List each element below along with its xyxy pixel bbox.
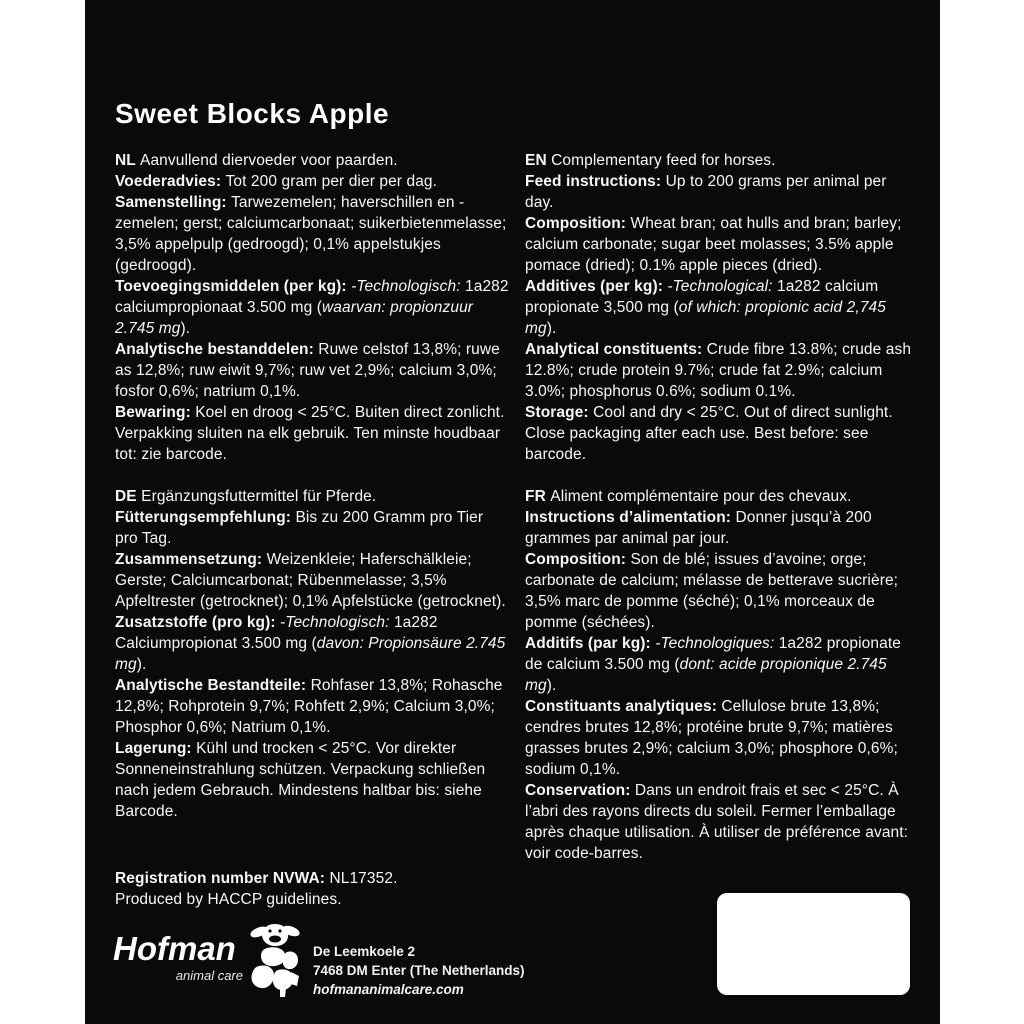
paragraph [525,633,917,696]
text-run: Additifs (par kg): [525,635,656,652]
paragraph [115,339,509,402]
paragraph [525,276,917,339]
lang-block-registration [115,868,509,910]
brand-logo-subtext: animal care [175,968,243,983]
text-run: Up to 200 grams per animal per day. [525,173,887,211]
address-city: 7468 DM Enter (The Netherlands) [313,963,525,978]
barcode-placeholder-box [717,893,910,995]
paragraph [115,612,509,675]
text-run: of which: propionic acid 2,745 mg [525,299,886,337]
text-run: Crude fibre 13.8%; crude ash 12.8%; crude protein 9.7%; crude fat 2.9%; calcium 3.0%; phosphorus 0.6%; sodium 0.1%. [525,341,912,400]
text-run: -Technologiques: [655,635,779,652]
text-run: 1a282 propionate de calcium 3.500 mg ( [525,635,901,673]
text-run: Constituants analytiques: [525,698,722,715]
text-run: Bis zu 200 Gramm pro Tier pro Tag. [115,509,484,547]
text-run: Rohfaser 13,8%; Rohasche 12,8%; Rohprotein 9,7%; Rohfett 2,9%; Calcium 3,0%; Phosphor 0,6%; Natrium 0,1%. [115,677,503,736]
paragraph [115,889,509,910]
text-run: Tot 200 gram per dier per dag. [225,173,438,190]
text-run: Composition: [525,551,631,568]
text-run: Composition: [525,215,631,232]
text-run: davon: Propionsäure 2.745 mg [115,635,506,673]
paragraph [115,402,509,465]
paragraph [115,507,509,549]
text-run: 1a282 calciumpropionaat 3.500 mg ( [115,278,509,316]
paragraph [525,696,917,780]
paragraph [525,780,917,864]
text-run: Samenstelling: [115,194,232,211]
paragraph [115,675,509,738]
text-run: Cellulose brute 13,8%; cendres brutes 12,8%; protéine brute 9,7%; matières grasses brutes 2,9%; calcium 3,0%; phosphore 0,6%; sodium 0,1%. [525,698,898,778]
lang-block-fr [525,486,917,864]
lang-block-nl [115,150,509,465]
text-run: Voederadvies: [115,173,226,190]
text-run: Analytische Bestandteile: [115,677,311,694]
address-street: De Leemkoele 2 [313,944,416,959]
paragraph [525,402,917,465]
brand-logo-text: Hofman [113,930,236,967]
hofman-cow-logo-icon [247,922,305,998]
lang-block-en [525,150,917,465]
company-address [313,942,525,999]
text-run: Son de blé; issues d’avoine; orge; carbonate de calcium; mélasse de betterave sucrière; 3,5% marc de pomme (séché); 0,1% morceaux de pomme (séchées). [525,551,899,631]
text-run: Toevoegingsmiddelen (per kg): [115,278,352,295]
text-run: Conservation: [525,782,635,799]
paragraph [525,213,917,276]
text-run: FR [525,488,551,505]
text-run: waarvan: propionzuur 2.745 mg [115,299,474,337]
text-run: Analytical constituents: [525,341,707,358]
text-run: Weizenkleie; Haferschälkleie; Gerste; Calciumcarbonat; Rübenmelasse; 3,5% Apfeltrester (getrocknet); 0,1% Apfelstücke (getrocknet). [115,551,506,610]
product-title: Sweet Blocks Apple [115,98,390,129]
text-run: ). [136,656,147,673]
text-run: Aliment complémentaire pour des chevaux. [550,488,852,505]
text-run: Ergänzungsfuttermittel für Pferde. [141,488,377,505]
text-run: Registration number NVWA: [115,870,330,887]
paragraph [525,339,917,402]
paragraph [525,171,917,213]
text-run: Storage: [525,404,594,421]
text-run: Bewaring: [115,404,196,421]
text-run: Dans un endroit frais et sec < 25°C. À l’abri des rayons directs du soleil. Fermer l’emballage après chaque utilisation. À utiliser de préférence avant: voir code-barres. [525,782,909,862]
text-run: Instructions d’alimentation: [525,509,736,526]
text-run: Lagerung: [115,740,197,757]
company-website: hofmananimalcare.com [313,982,464,997]
text-run: 1a282 calcium propionate 3,500 mg ( [525,278,879,316]
paragraph [115,171,509,192]
text-run: Wheat bran; oat hulls and bran; barley; calcium carbonate; sugar beet molasses; 3.5% apple pomace (dried); 0.1% apple pieces (dried). [525,215,902,274]
text-run: ). [546,677,557,694]
text-run: Fütterungsempfehlung: [115,509,296,526]
column-left [115,150,509,843]
text-run: Aanvullend diervoeder voor paarden. [140,152,398,169]
text-run: Zusatzstoffe (pro kg): [115,614,281,631]
paragraph [525,486,917,507]
text-run: Analytische bestanddelen: [115,341,319,358]
paragraph [115,549,509,612]
paragraph [115,486,509,507]
text-run: Produced by HACCP guidelines. [115,891,342,908]
text-run: EN [525,152,552,169]
text-run: Kühl und trocken < 25°C. Vor direkter Sonneneinstrahlung schützen. Verpackung schließen nach jedem Gebrauch. Mindestens haltbar bis: siehe Barcode. [115,740,486,820]
text-run: NL [115,152,140,169]
footer-logo-row [113,928,673,1018]
text-run: Ruwe celstof 13,8%; ruwe as 12,8%; ruw eiwit 9,7%; ruw vet 2,9%; calcium 3,0%; fosfor 0,6%; natrium 0,1%. [115,341,500,400]
paragraph [115,276,509,339]
text-run: Tarwezemelen; haverschillen en -zemelen; gerst; calciumcarbonaat; suikerbietenmelasse; 3,5% appelpulp (gedroogd); 0,1% appelstukjes (gedroogd). [115,194,507,274]
text-run: ). [180,320,191,337]
paragraph [115,150,509,171]
paragraph [115,192,509,276]
paragraph [115,738,509,822]
lang-block-de [115,486,509,822]
registration-block [115,868,509,910]
column-right [525,150,917,885]
paragraph [525,150,917,171]
paragraph [115,868,509,889]
text-run: Feed instructions: [525,173,666,190]
paragraph [525,507,917,549]
text-run: 1a282 Calciumpropionat 3.500 mg ( [115,614,438,652]
text-run: NL17352. [329,870,398,887]
text-run: -Technologisch: [351,278,466,295]
text-run: Cool and dry < 25°C. Out of direct sunlight. Close packaging after each use. Best before: see barcode. [525,404,893,463]
text-run: Additives (per kg): [525,278,668,295]
text-run: Zusammensetzung: [115,551,267,568]
text-run: Donner jusqu’à 200 grammes par animal par jour. [525,509,872,547]
text-run: -Technologisch: [280,614,394,631]
text-run: ). [546,320,557,337]
text-run: Complementary feed for horses. [551,152,776,169]
text-run: dont: acide propionique 2.745 mg [525,656,887,694]
text-run: -Technological: [667,278,777,295]
text-run: DE [115,488,142,505]
product-label [85,0,940,1024]
text-run: Koel en droog < 25°C. Buiten direct zonlicht. Verpakking sluiten na elk gebruik. Ten minste houdbaar tot: zie barcode. [115,404,505,463]
paragraph [525,549,917,633]
